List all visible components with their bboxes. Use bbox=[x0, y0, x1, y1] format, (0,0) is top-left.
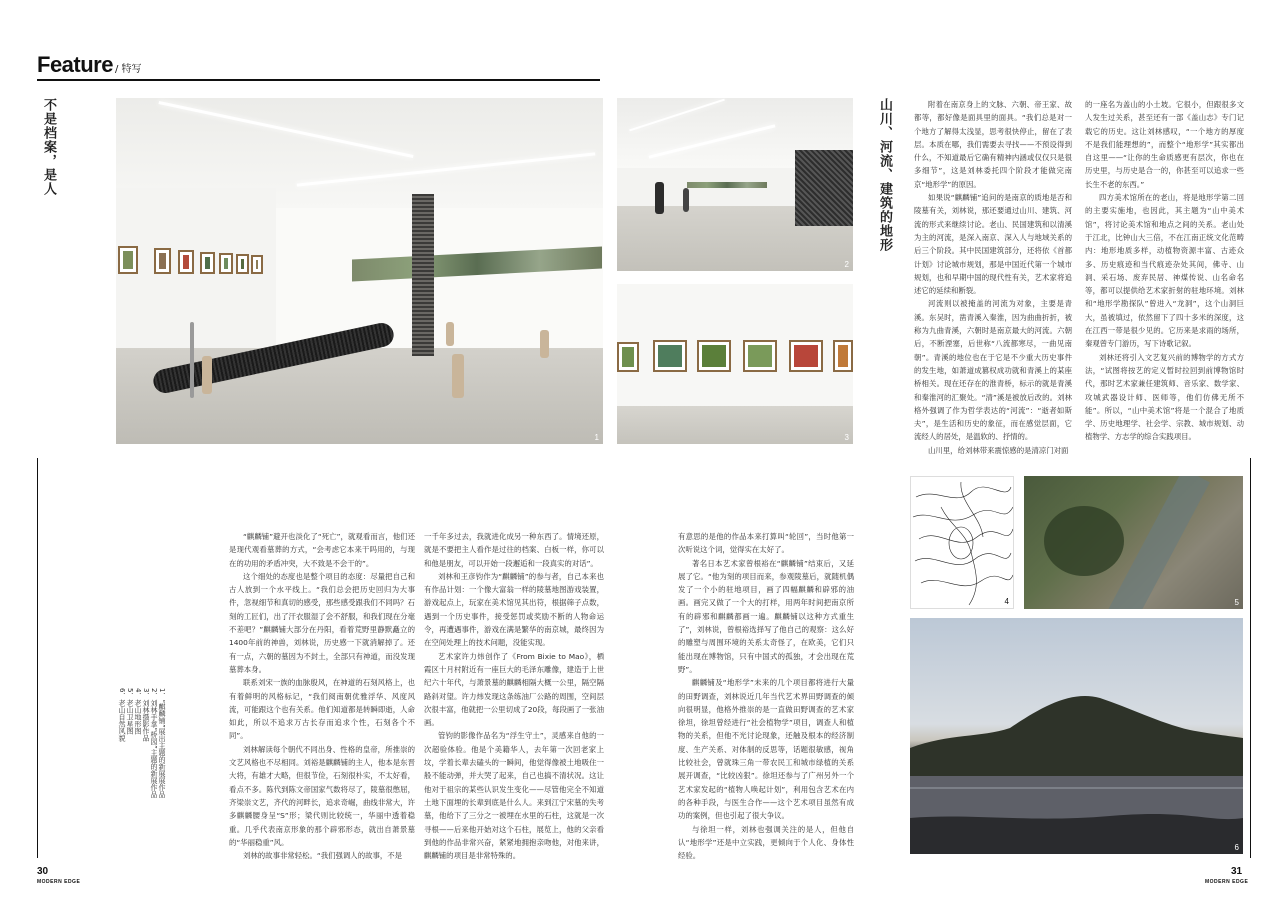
column-divider bbox=[37, 458, 38, 858]
section-header bbox=[37, 52, 142, 78]
photo-2-gallery-visitors bbox=[617, 98, 853, 271]
framed-artwork bbox=[789, 340, 823, 372]
paragraph: 麒麟铺及“地形学”未来的几个项目都将进行大量的田野调查，刘林说近几年当代艺术界田野调查的倾向很明显，他格外推崇的是一直做田野调查的艺术家徐坦，徐坦曾经进行“社会植物学”项目，调查人和植物的关系，但他不光讨论现象，还触及根本的经济制度、生产关系、对体制的反思等，话题很敏感，视角比较社会，曾就珠三角一带农民工和城市绿植的关系展开调查，“比较凶狠”。徐坦还参与了广州另外一个艺术家发起的“植物人唤起计划”，利用包含艺术在内的各种手段，与医生合作——这个艺术项目虽然有成功的案例，但也引起了很大争议。 bbox=[678, 678, 854, 821]
brand-title: Feature bbox=[37, 52, 113, 77]
photo-number: 3 bbox=[844, 433, 849, 442]
mountain-silhouette bbox=[910, 618, 1243, 854]
section-label: / 特写 bbox=[114, 64, 142, 75]
caption: 2．刘林手拿“桥园”主题的新展作品 bbox=[150, 688, 158, 798]
paragraph: 有意思的是他的作品本来打算叫“轮回”，当时他第一次听说这个词，觉得实在太好了。 bbox=[678, 532, 854, 555]
paragraph: 一千年多过去，我就进化成另一种东西了。情境还原，就是不要把主人看作是过往的档案、白板一样，你可以和他是朋友，可以开始一段邂逅和一段真实的对话”。 bbox=[424, 532, 604, 568]
paragraph: 河流则以被掩盖的河流为对象，主要是青溪。东吴时，凿青溪入秦淮，因为曲曲折折，被称为九曲青溪，六朝时是南京最大的河流。六朝后，不断湮塞，后世称“八流都寒尽，一曲见南朝”。青溪的地位也在于它是不少重大历史事件的发生地，如萧道成篡权成功就和青溪上的某座桥相关。现在还存在的淮青桥，标示的就是青溪和秦淮河的汇聚处。“清”溪是被放后改的。刘林格外强调了作为哲学表达的“河流”：“逝者如斯夫”，是生活和历史的象征，而在感觉层面，它流经人的居处，是温软的、抒情的。 bbox=[914, 299, 1072, 442]
right-column-1 bbox=[914, 98, 1072, 457]
header-rule bbox=[37, 79, 600, 81]
page-number-right: 31 bbox=[1231, 866, 1243, 877]
framed-artwork bbox=[154, 248, 171, 274]
right-article-title: 山川、河流、建筑的地形 bbox=[877, 98, 892, 252]
caption: 6．老山自然风貌 bbox=[118, 688, 126, 742]
paragraph: 如果说“麒麟铺”追问的是南京的质地是否和陵墓有关，刘林说，那还要通过山川、建筑、河流的形式来继续讨论。老山、民国建筑和以清溪为主的河流，是深入南京、深入人与地域关系的后三个阶段。其中民国建筑部分，还将依《首都计划》讨论城市规划，那是中国近代第一个城市规划，也和早期中国的现代性有关，艺术家将追述它的延续和断裂。 bbox=[914, 193, 1072, 296]
stone-post bbox=[202, 356, 212, 394]
paragraph: 刘林还将引入文艺复兴前的博物学的方式方法，“试图将按艺的定义暂时拉回到前博物馆时代，那时艺术家兼任建筑师、音乐家、数学家、攻城武器设计师、医师等，他们仿佛无所不能”。所以，“山中美术馆”将是一个混合了地质学、历史地理学、社会学、宗教、城市规划、动植物学、方志学的综合实践项目。 bbox=[1085, 352, 1244, 442]
page-number-left: 30 bbox=[37, 866, 49, 877]
steel-post bbox=[190, 322, 194, 398]
photo-number: 4 bbox=[1004, 597, 1009, 606]
painting-strip bbox=[687, 182, 767, 188]
gallery-floor bbox=[617, 406, 853, 444]
paragraph: 四方美术馆所在的老山，将是地形学第二回的主要实施地，也因此，其主题为“山中美术馆”，将讨论美术馆和地点之间的关系。老山处于江北，比钟山大三倍，不在江南正统文化范畴内：地形地质多样，动植物资源丰富、古迹众多、历史痕迹和当代痕迹杂处其间，佛寺、山洞、采石场、废弃民居、神煤传说、山名命名等，都可以提供给艺术家折射的驻地环境。刘林和“地形学勘探队”曾进入“龙洞”，这个山洞巨大，虽被填过，依然留下了四十多米的深度，这在江西一带是很少见的。它历来是求雨的场所，秦观曾专门游历，写下诗歌记叙。 bbox=[1085, 193, 1244, 349]
caption: 3．刘林摄影作品 bbox=[142, 688, 150, 742]
paragraph: 山川里，给刘林带来震惊感的是清凉门对面 bbox=[928, 445, 1069, 455]
stone-post bbox=[446, 322, 454, 346]
magazine-name-left: MODERN EDGE bbox=[37, 879, 81, 885]
framed-artwork bbox=[118, 246, 138, 274]
paragraph: 管钧的影像作品名为“浮生守土”，灵感来自他的一次超验体验。他是个美籍华人，去年第一次回老家上坟，学着长辈去磕头的一瞬间，他觉得像被土地吸住一般不能动弹，并大哭了起来，自己也搞不清状况。这让他对于祖宗的某些认识发生变化——尽管他完全不知道土地下面埋的长辈到底是什么人。来到江宁宋墓的失考墓，他给下了三分之一被埋在水里的石柱，这就是一次寻根——后来他开始对这个石柱，展览上，他的父亲看到他的作品非常兴奋，紧紧地拥抱亲吻他，对他来讲，麒麟铺的项目是非常特殊的。 bbox=[424, 731, 604, 861]
framed-artwork bbox=[251, 255, 263, 274]
paragraph: 刘林的故事非常轻松。“我们强调人的故事，不是 bbox=[243, 851, 403, 861]
left-column-1 bbox=[229, 530, 415, 862]
photo-number: 2 bbox=[844, 260, 849, 269]
framed-artwork bbox=[200, 252, 215, 274]
photo-4-topographic-map bbox=[910, 476, 1014, 609]
paragraph: 这个细处的态度也是整个项目的态度：尽量把自己和古人放到一个水平线上。“我们总会把历史回归为大事件，忽视细节和真切的感受，那些感受跟我们不同吗？石刻的工匠们，出了汗衣服湿了会不舒服，和我们现在分毫不差吧？”麒麟铺大部分在丹阳，看着荒野里静默矗立的1400年前的神兽，刘林说，历史感一下就消解掉了。还有一点，六朝的墓因为不封土，全部只有神道，而没发现墓葬本身。 bbox=[229, 571, 415, 674]
photo-6-landscape bbox=[910, 618, 1243, 854]
dark-artwork bbox=[795, 150, 853, 226]
framed-artwork bbox=[833, 340, 853, 372]
left-column-3 bbox=[678, 530, 854, 862]
visitor-figure bbox=[683, 188, 689, 212]
photo-captions bbox=[118, 688, 166, 888]
left-column-2 bbox=[424, 530, 604, 862]
photo-3-framed-works bbox=[617, 284, 853, 444]
photo-1-gallery bbox=[116, 98, 603, 444]
paragraph: 艺术家许力炜创作了《From Bixie to Mao》，栖霞区十月村附近有一座巨大的毛泽东雕像，建造于上世纪六十年代，与萧景墓的麒麟相隔大概一公里，隔空隔路斜对望。许力炜发现这条练油厂公路的周围，空间层次很丰富，他就把一公里切成了20段，每段画了一张油画。 bbox=[424, 651, 604, 728]
magazine-name-right: MODERN EDGE bbox=[1205, 879, 1249, 885]
photo-number: 5 bbox=[1234, 598, 1239, 607]
contour-lines bbox=[911, 477, 1014, 609]
paragraph: 联系刘宋一族的血脉殷风，在神道的石刻风格上，也有着鲜明的风格标记，“我们阅南朝优雅浮华、风度风流，可能跟这个也有关系。他们知道都是转瞬即逝，人命如此，所以不追求万古长存而追求个性，石刻各个不同”。 bbox=[229, 678, 415, 741]
framed-artwork bbox=[743, 340, 777, 372]
visitor-figure bbox=[655, 182, 664, 214]
framed-artwork bbox=[697, 340, 731, 372]
paragraph: 与徐坦一样，刘林也强调关注的是人，但他自认“地形学”还是中立实践，更倾向于个人化、身体性经验。 bbox=[678, 824, 854, 861]
framed-artwork bbox=[219, 253, 233, 274]
stone-post bbox=[452, 354, 464, 398]
forest-area bbox=[1044, 506, 1124, 576]
paragraph: 刘林解读每个朝代不同出身、性格的皇帝，所推崇的文艺风格也不尽相同。刘裕是麒麟铺的主人，他本是东晋大将，有雄才大略，但很节俭，石刻很朴实，不太好看，看点不多。陈代到陈文帝国家气数将尽了，陵墓很憋屈，齐梁崇文艺，齐代的河畔长，追求奇崛，曲线非常大，许多麒麟腰身呈“S”形；梁代则比较统一，华丽中透着稳重。几乎代表南京形象的那个辟邪形态，就出自萧景墓的“华丽稳重”风。 bbox=[229, 744, 415, 847]
paragraph: 著名日本艺术家曾根裕在“麒麟铺”结束后，又延展了它。“他为刻的项目而来，参观陵墓后，就随机偶发了一个小的驻地项目，画了四幅麒麟和辟邪的油画。画完又做了一个大的打样，用两年时间把南京所有的辟邪和麒麟都画一遍。麒麟铺以这种方式重生了”，刘林说，曾根裕选择写了他自己的观察：这么好的雕塑与周围环境的关系太奇怪了，在欧美，它们只能出现在博物馆，只有中国式的孤独，才会出现在荒野”。 bbox=[678, 558, 854, 674]
framed-artwork bbox=[178, 250, 194, 274]
paragraph: “麒麟铺”避开也淡化了“死亡”，就观看而言，他们还是现代观看墓葬的方式，“会考虑它本来干吗用的，与现在的功用的矛盾冲突，大不致是不会干的”。 bbox=[229, 532, 415, 568]
framed-artwork bbox=[653, 340, 687, 372]
framed-artwork bbox=[236, 254, 249, 274]
photo-number: 6 bbox=[1234, 843, 1239, 852]
paragraph: 刘林和王彦钧作为“麒麟铺”的参与者，自己本来也有作品计划：一个像大富翁一样的陵墓地图游戏装置，游戏起点上，玩家在美术馆见其出符，根据筛子点数，遇到一个历史事件，接受惩罚或奖励不断的人物命运令，再遭遇事件，游戏在满是繁华的南京城，最终因为在空间处理上的技术问题，没能实现。 bbox=[424, 571, 604, 648]
framed-artwork bbox=[617, 342, 639, 372]
stacked-column-sculpture bbox=[412, 194, 434, 356]
paragraph: 的一座名为盖山的小土坡。它很小，但跟很多文人发生过关系，甚至还有一部《盖山志》专门记载它的历史。这让刘林感叹，“一个地方的厚度不是我们能理想的”，而整个“地形学”其实都出自这里——“让你的生命质感更有层次，你也在历史里，与历史是合一的，你甚至可以追求一些长生不老的东西。” bbox=[1085, 100, 1244, 189]
caption: 5．老山卫星图 bbox=[126, 688, 134, 735]
caption: 1．“麒麟铺”展出主题的新展展作品 bbox=[158, 688, 166, 798]
column-divider bbox=[1250, 458, 1251, 858]
caption: 4．老山地形图 bbox=[134, 688, 142, 735]
left-article-title: 不是档案，是人 bbox=[41, 98, 56, 196]
photo-5-satellite-map bbox=[1024, 476, 1243, 609]
right-column-2 bbox=[1085, 98, 1244, 444]
paragraph: 附着在南京身上的文脉、六朝、帝王家、故都等，都好像是面具里的面具。“我们总是对一个地方了解得太浅显，思考很快停止，留在了表层。本质在哪，我们需要去寻找——不预设得到什么，不知道最后它确有精神内涵或仅仅只是很多细节”，这是刘林委托四个阶段才能做完南京“地形学”的原因。 bbox=[914, 100, 1072, 189]
stone-post bbox=[540, 330, 549, 358]
photo-number: 1 bbox=[594, 433, 599, 442]
